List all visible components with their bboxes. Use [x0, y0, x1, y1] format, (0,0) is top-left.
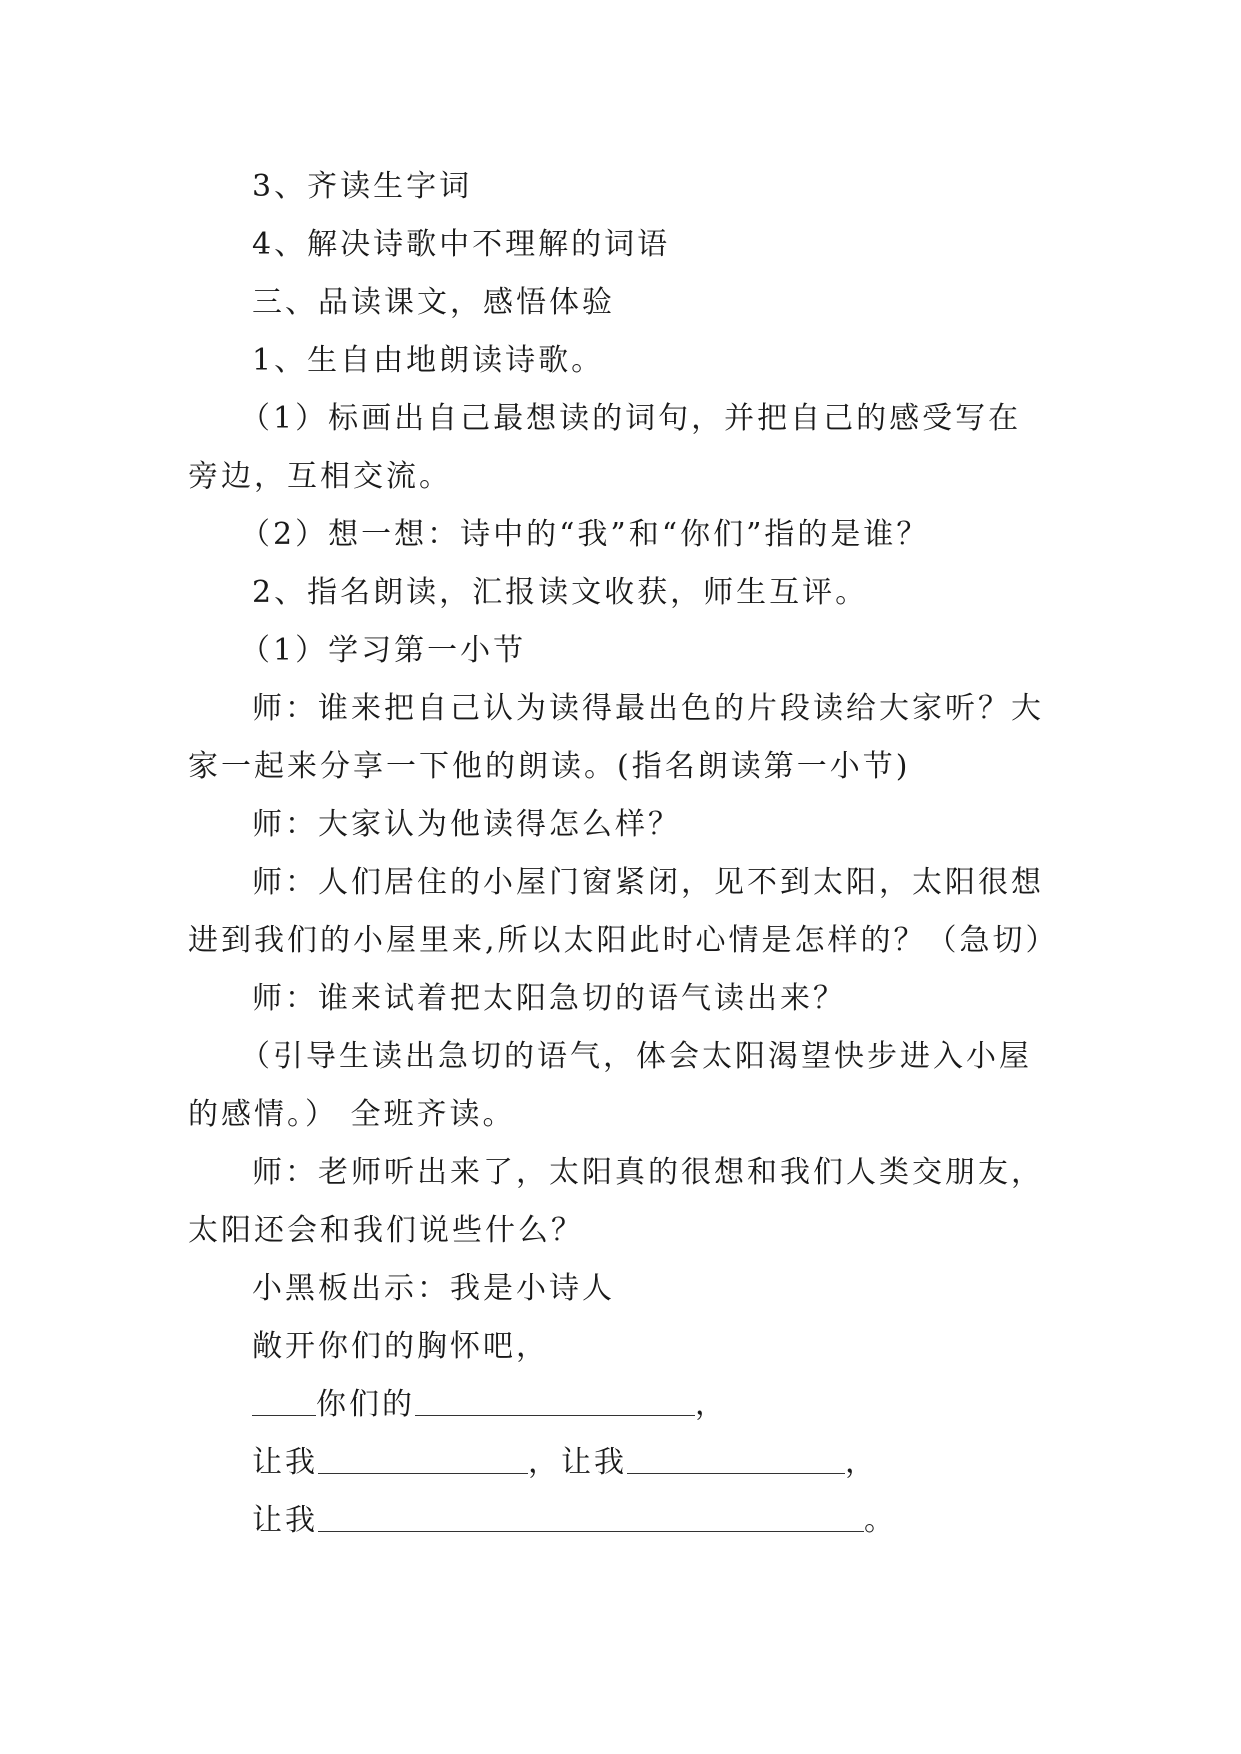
blank-line	[318, 1447, 528, 1474]
lesson-plan-text	[188, 158, 1059, 1550]
fill-text: 你们的	[316, 1387, 415, 1422]
paragraph-line: 师：老师听出来了，太阳真的很想和我们人类交朋友，	[252, 1155, 1044, 1190]
paragraph-line: 师：谁来把自己认为读得最出色的片段读给大家听？大	[252, 691, 1044, 726]
paragraph-line: 2、指名朗读，汇报读文收获，师生互评。	[252, 575, 869, 610]
fill-blank-line-1	[188, 1376, 1048, 1434]
paragraph-line: （引导生读出急切的语气，体会太阳渴望快步进入小屋	[240, 1039, 1032, 1074]
fill-text: ，	[845, 1445, 878, 1480]
fill-text: 让我	[252, 1503, 318, 1538]
paragraph-line: 师：谁来试着把太阳急切的语气读出来？	[252, 981, 846, 1016]
fill-text: 。	[864, 1503, 897, 1538]
paragraph-line: （2）想一想：诗中的“我”和“你们”指的是谁？	[240, 517, 930, 552]
paragraph-line: 旁边，互相交流。	[188, 459, 452, 494]
blank-line	[252, 1389, 316, 1416]
paragraph-line: 小黑板出示：我是小诗人	[252, 1271, 615, 1306]
blank-line	[415, 1389, 695, 1416]
paragraph-line: 3、齐读生字词	[252, 169, 473, 204]
paragraph-line: 师：人们居住的小屋门窗紧闭，见不到太阳，太阳很想	[252, 865, 1044, 900]
paragraph-line: 1、生自由地朗读诗歌。	[252, 343, 605, 378]
fill-text: ，	[695, 1387, 728, 1422]
paragraph-line: 师：大家认为他读得怎么样？	[252, 807, 681, 842]
blank-line	[318, 1505, 864, 1532]
fill-blank-line-2	[188, 1434, 1048, 1492]
paragraph-line: 进到我们的小屋里来,所以太阳此时心情是怎样的？（急切）	[188, 923, 1059, 958]
fill-text: 让我	[252, 1445, 318, 1480]
fill-text: ，让我	[528, 1445, 627, 1480]
blank-line	[627, 1447, 845, 1474]
paragraph-line: 家一起来分享一下他的朗读。(指名朗读第一小节)	[188, 749, 911, 784]
paragraph-line: 敞开你们的胸怀吧，	[252, 1329, 549, 1364]
section-heading: 三、品读课文，感悟体验	[252, 285, 615, 320]
paragraph-line: 太阳还会和我们说些什么？	[188, 1213, 584, 1248]
paragraph-line: 的感情。） 全班齐读。	[188, 1097, 516, 1132]
paragraph-line: 4、解决诗歌中不理解的词语	[252, 227, 671, 262]
paragraph-line: （1）标画出自己最想读的词句，并把自己的感受写在	[240, 401, 1022, 436]
paragraph-line: （1）学习第一小节	[240, 633, 527, 668]
fill-blank-line-3	[188, 1492, 1048, 1550]
